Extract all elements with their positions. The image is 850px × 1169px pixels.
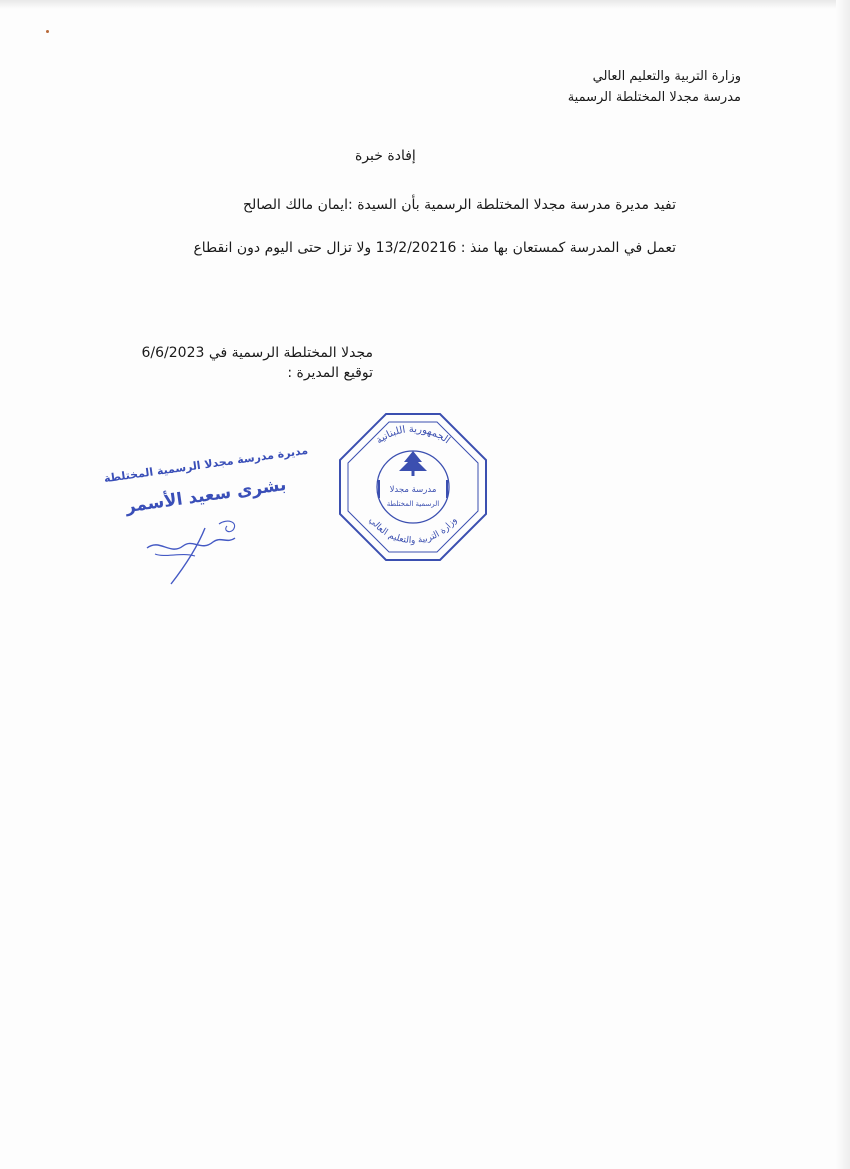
seal-center-line-1: مدرسة مجدلا	[389, 485, 437, 495]
handwritten-signature	[135, 508, 255, 588]
official-seal	[336, 410, 490, 564]
signature-label: توقيع المديرة :	[287, 365, 373, 381]
letterhead	[568, 66, 741, 108]
stamp-name-line: بشرى سعيد الأسمر	[124, 474, 288, 518]
stamp-title-line: مديرة مدرسة مجدلا الرسمية المختلطة	[103, 443, 309, 486]
school-name: مدرسة مجدلا المختلطة الرسمية	[567, 90, 741, 105]
ink-speck	[46, 30, 49, 33]
ministry-name: وزارة التربية والتعليم العالي	[592, 69, 741, 84]
closing-block	[142, 343, 374, 383]
seal-ring-top-text: الجمهورية اللبنانية	[374, 423, 452, 447]
place-and-date: مجدلا المختلطة الرسمية في 6/6/2023	[141, 345, 373, 361]
document-title: إفادة خبرة	[355, 148, 416, 164]
seal-ring-bottom-text: وزارة التربية والتعليم العالي	[366, 515, 460, 547]
seal-center-line-2: الرسمية المختلطة	[386, 500, 440, 508]
scan-shadow-right	[836, 0, 850, 1169]
principal-signature-stamp	[95, 438, 320, 588]
body-line-2: تعمل في المدرسة كمستعان بها منذ : 13/2/20216 ولا تزال حتى اليوم دون انقطاع	[193, 240, 676, 256]
body-line-1: تفيد مديرة مدرسة مجدلا المختلطة الرسمية بأن السيدة :ايمان مالك الصالح	[243, 197, 676, 213]
scan-shadow-top	[0, 0, 850, 9]
cedar-tree-icon	[399, 451, 427, 476]
